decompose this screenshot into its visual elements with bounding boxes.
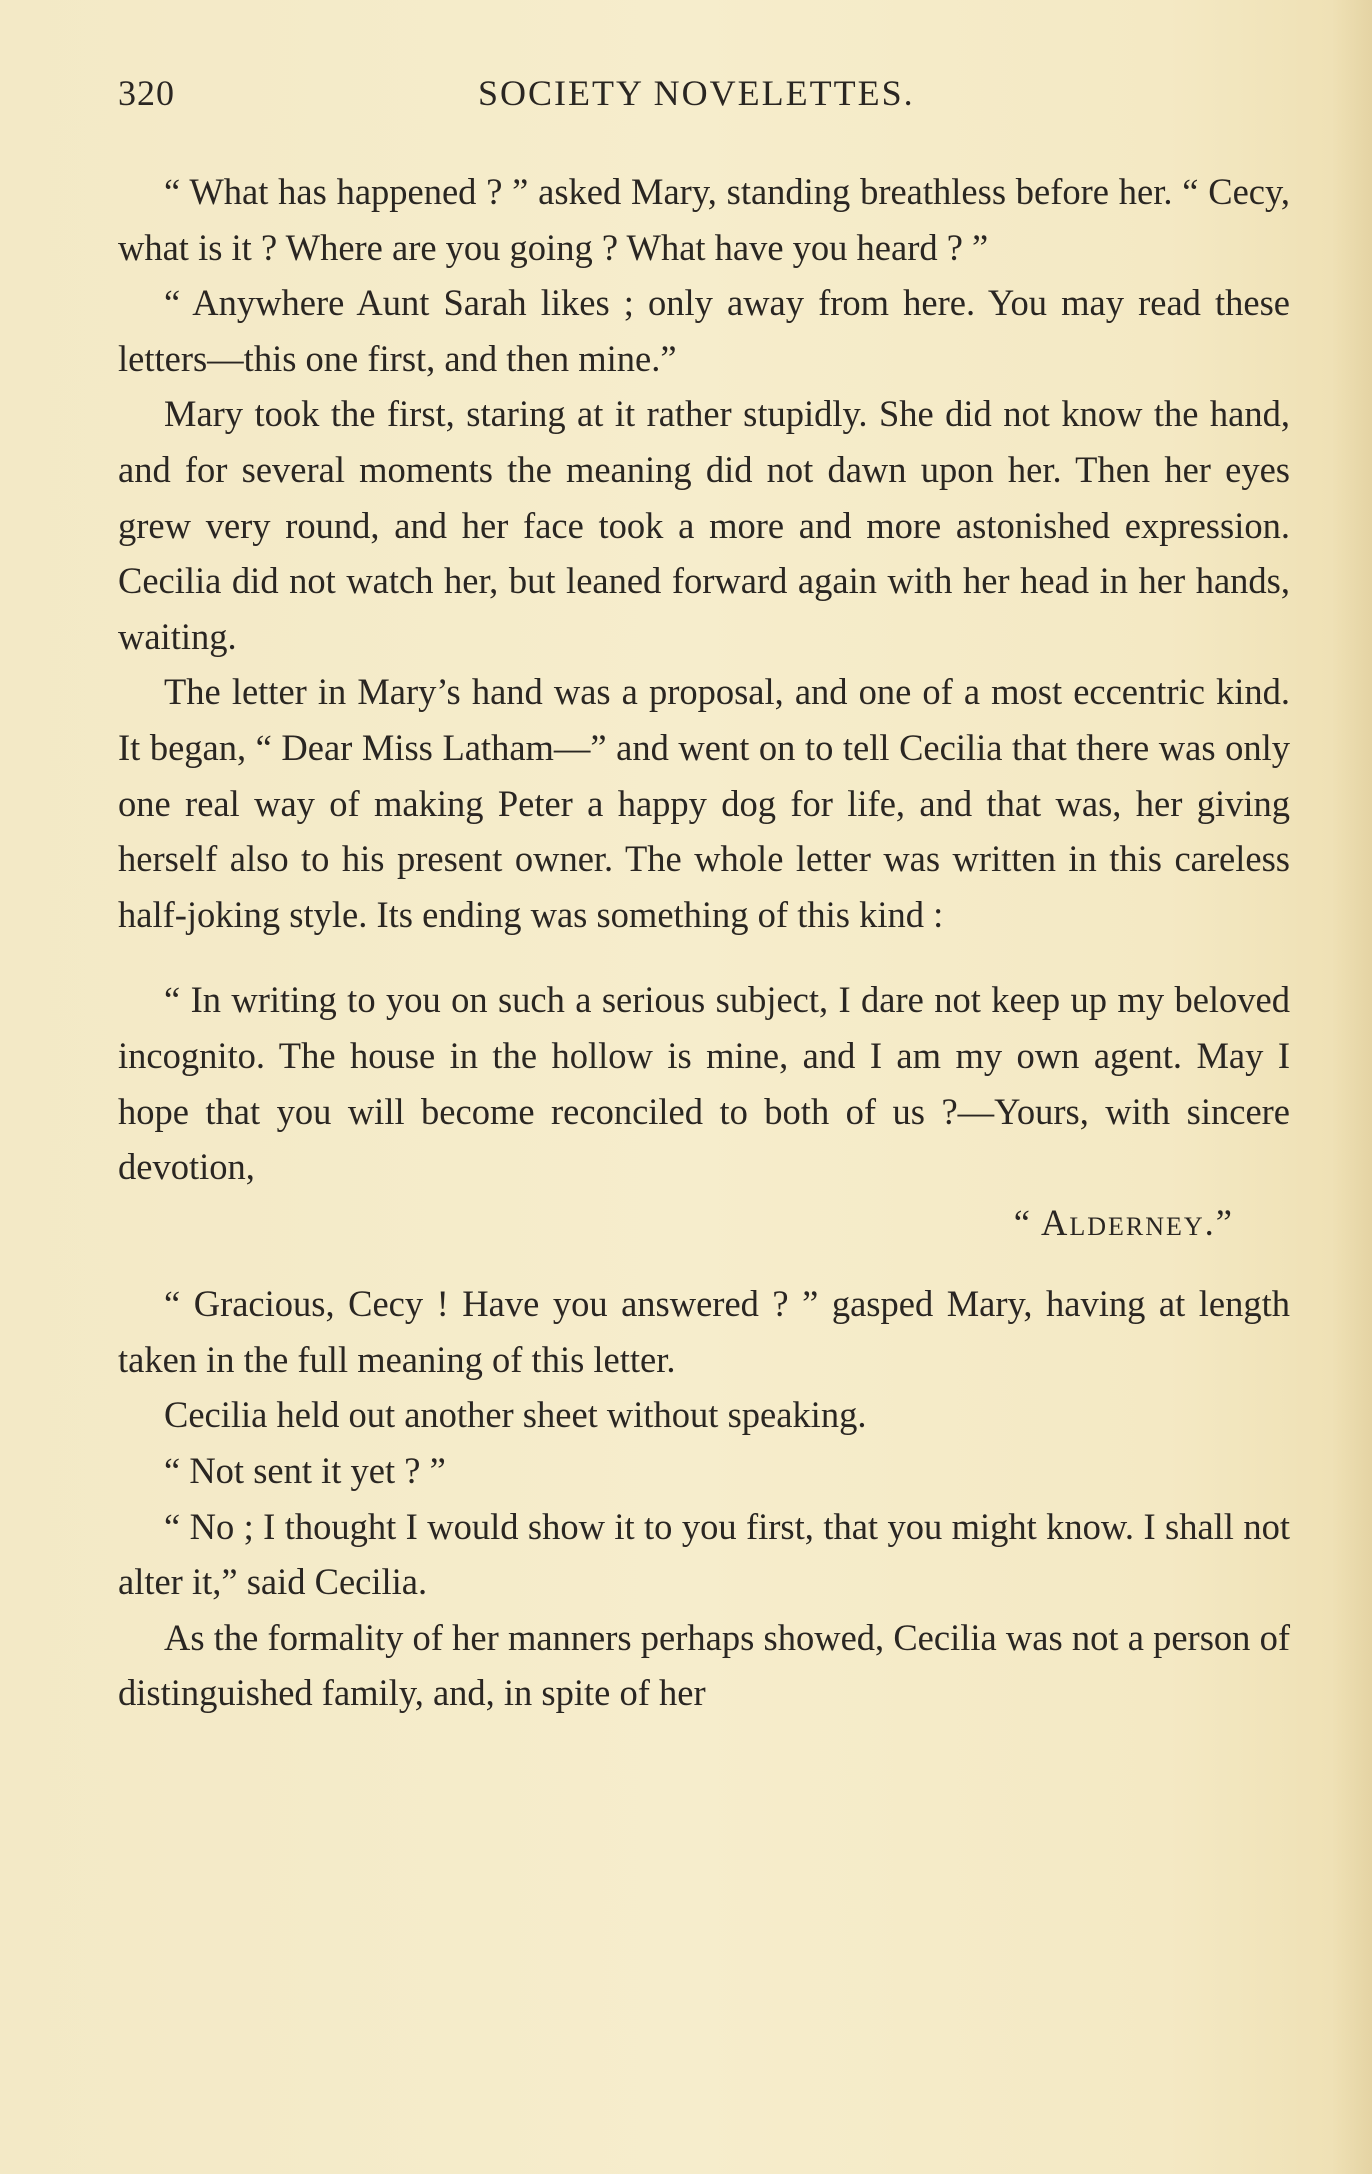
paragraph-2: “ Anywhere Aunt Sarah likes ; only away from here. You may read these letters—this one first, and then mine.” <box>118 282 1290 379</box>
paragraph-3: Mary took the first, staring at it rather stupidly. She did not know the hand, and for several moments the meaning did not dawn upon her. Then her eyes grew very round, and her face took a more and more astonished expression. Cecilia did not watch her, but leaned forward again with her head in her hands, waiting. <box>118 393 1290 657</box>
paragraph-7: “ Not sent it yet ? ” <box>164 1450 446 1492</box>
running-head: SOCIETY NOVELETTES. <box>478 73 915 113</box>
page-header <box>118 72 1290 122</box>
page-edge-shadow <box>1332 0 1372 2174</box>
paragraph-5: “ Gracious, Cecy ! Have you answered ? ” gasped Mary, having at length taken in the full meaning of this letter. <box>118 1283 1290 1380</box>
paragraph-9: As the formality of her manners perhaps showed, Cecilia was not a person of distinguished family, and, in spite of her <box>118 1616 1290 1714</box>
quoted-letter: “ In writing to you on such a serious subject, I dare not keep up my beloved incognito. The house in the hollow is mine, and I am my own agent. May I hope that you will become reconciled to both of us ?—Yours, with sincere devotion, <box>118 979 1290 1188</box>
paragraph-6: Cecilia held out another sheet without speaking. <box>164 1394 867 1436</box>
body-text <box>118 164 1290 1721</box>
paragraph-4: The letter in Mary’s hand was a proposal, and one of a most eccentric kind. It began, “ Dear Miss Latham—” and went on to tell Cecilia that there was only one real way of making Peter a happy dog for life, and that was, her giving herself also to his present owner. The whole letter was written in this careless half-joking style. Its ending was something of this kind : <box>118 671 1290 935</box>
letter-signature: “ Alderney.” <box>1013 1201 1234 1243</box>
page-number: 320 <box>118 73 175 113</box>
paragraph-8: “ No ; I thought I would show it to you first, that you might know. I shall not alter it,” said Cecilia. <box>118 1505 1290 1603</box>
paragraph-1: “ What has happened ? ” asked Mary, standing breathless before her. “ Cecy, what is it ? Where are you going ? What have you heard ? ” <box>118 171 1290 268</box>
